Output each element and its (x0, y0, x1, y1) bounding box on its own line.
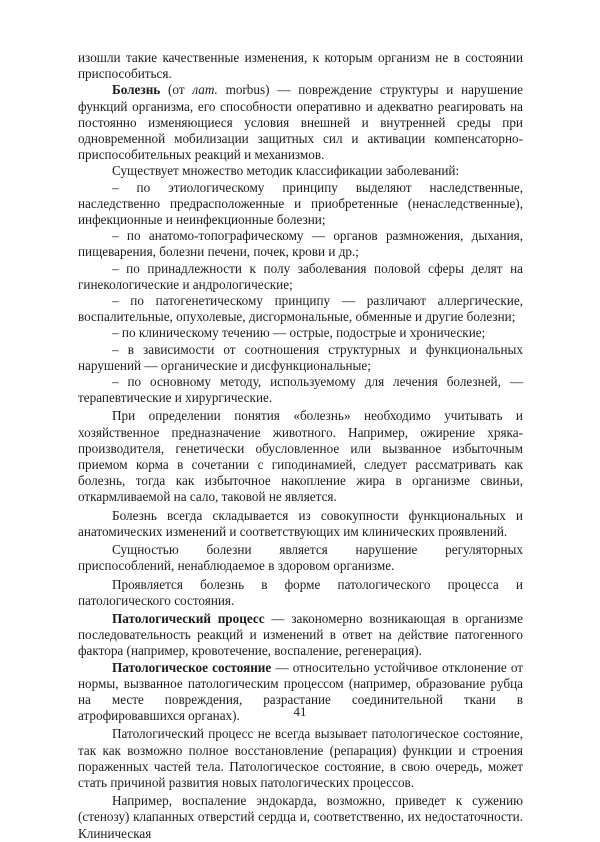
paragraph-pathological-state: Патологическое состояние — относительно устойчивое отклонение от нормы, вызванное патологическим процессом (например, образование рубца на месте повреждения, разрастание соединительной ткани в атрофировавшихся органах). (78, 659, 524, 724)
paragraph-pathological-process: Патологический процесс — закономерно возникающая в организме последовательность реакций и изменений в ответ на действие патогенного фактора (например, кровотечение, воспаление, регенерация). (78, 610, 523, 659)
term-pathological-process: Патологический процесс (112, 610, 265, 626)
paragraph: Например, воспаление эндокарда, возможно, приведет к сужению (стенозу) клапанных отверстий сердца и, соответственно, их недостаточности. Клиническая (78, 793, 523, 841)
paragraph-disease-definition: Болезнь (от лат. morbus) — повреждение структуры и нарушение функций организма, его способности оперативно и адекватно реагировать на постоянно изменяющиеся условия внешней и внутренней среды при одновременной мобилизации защитных сил и активации компенсаторно-приспособительных реакций и механизмов. (78, 82, 523, 163)
paragraph: Существует множество методик классификации заболеваний: (112, 163, 460, 179)
page-number: 41 (293, 704, 307, 719)
paragraph: Болезнь всегда складывается из совокупности функциональных и анатомических изменений и соответствующих им клинических проявлений. (78, 507, 523, 539)
list-item: – по патогенетическому принципу — различают аллергические, воспалительные, опухолевые, дисгормональные, обменные и другие болезни; (78, 293, 523, 325)
list-item: – по анатомо-топографическому — органов размножения, дыхания, пищеварения, болезни печени, почек, крови и др.; (78, 228, 523, 260)
term-disease: Болезнь (112, 82, 161, 98)
list-item: – по принадлежности к полу заболевания половой сферы делят на гинекологические и андрологические; (78, 260, 523, 292)
list-item: – по основному методу, используемому для лечения болезней, — терапевтические и хирургические. (78, 374, 523, 406)
paragraph: При определении понятия «болезнь» необходимо учитывать и хозяйственное предназначение животного. Например, ожирение хряка-производителя, генетически обусловленное или вызванное избыточным приемом корма в сочетании с гиподинамией, следует рассматривать как болезнь, тогда как избыточное накопление жира в организме свиньи, откармливаемой на сало, таковой не является. (78, 408, 523, 505)
paragraph: изошли такие качественные изменения, к которым организм не в состоянии приспособиться. (78, 50, 523, 82)
lat-abbrev: лат. (192, 82, 218, 98)
paragraph: Патологический процесс не всегда вызывает патологическое состояние, так как возможно полное восстановление (репарация) функции и строения пораженных частей тела. Патологическое состояние, в свою очередь, может стать причиной развития новых патологических процессов. (78, 726, 523, 790)
list-item: – в зависимости от соотношения структурных и функциональных нарушений — органические и дисфункциональные; (78, 341, 523, 373)
term-pathological-state: Патологическое состояние (112, 659, 272, 675)
page-body (78, 50, 523, 842)
list-item: – по этиологическому принципу выделяют наследственные, наследственно предрасположенные и приобретенные (ненаследственные), инфекционные и неинфекционные болезни; (78, 179, 523, 228)
paragraph: Сущностью болезни является нарушение регуляторных приспособлений, ненаблюдаемое в здоровом организме. (78, 542, 523, 574)
list-item: – по клиническому течению — острые, подострые и хронические; (112, 325, 486, 341)
paragraph: Проявляется болезнь в форме патологического процесса и патологического состояния. (78, 576, 523, 608)
